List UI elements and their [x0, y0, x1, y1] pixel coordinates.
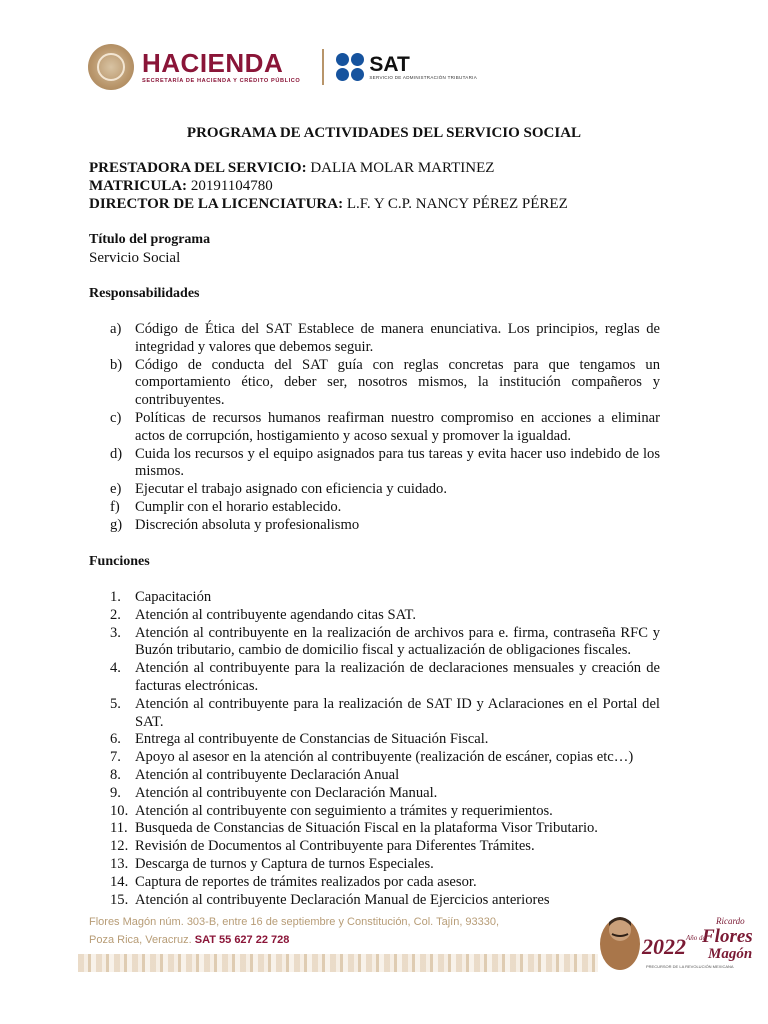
document-title: PROGRAMA DE ACTIVIDADES DEL SERVICIO SOCIAL: [186, 125, 582, 141]
funcion-item: [110, 767, 660, 785]
funcion-item-text: Capacitación: [135, 589, 212, 605]
funcion-item-marker: 2.: [110, 606, 121, 623]
badge-magon: Magón: [708, 946, 753, 962]
decorative-band: [78, 954, 598, 972]
responsabilidad-item-text: Discreción absoluta y profesionalismo: [135, 516, 360, 533]
badge-ricardo: Ricardo: [716, 916, 745, 926]
footer-line2: Poza Rica, Veracruz.: [89, 934, 192, 946]
responsabilidad-item: [110, 446, 660, 482]
funcion-item-marker: 7.: [110, 749, 121, 766]
responsabilidad-item-marker: d): [110, 445, 123, 462]
funcion-item-text: Captura de reportes de trámites realizados por cada asesor.: [135, 873, 477, 890]
funcion-item-marker: 5.: [110, 695, 121, 712]
responsabilidad-item: [110, 517, 660, 535]
footer-phone: SAT 55 627 22 728: [194, 934, 290, 946]
mexico-seal-icon: [88, 44, 134, 90]
funcion-item-marker: 8.: [110, 766, 121, 783]
funcion-item-text: Atención al contribuyente con Declaración Manual.: [135, 784, 438, 801]
hacienda-title: HACIENDA: [142, 48, 284, 78]
responsabilidad-item-marker: f): [110, 498, 120, 515]
funcion-item-text: Revisión de Documentos al Contribuyente para Diferentes Trámites.: [135, 838, 535, 855]
prestadora-value: DALIA MOLAR MARTINEZ: [310, 160, 495, 176]
director-value: L.F. Y C.P. NANCY PÉREZ PÉREZ: [346, 196, 568, 212]
funcion-item-marker: 3.: [110, 624, 121, 641]
sat-logo: [336, 53, 477, 81]
funcion-item-marker: 9.: [110, 784, 121, 801]
badge-year: 2022: [642, 934, 686, 959]
responsabilidad-item: [110, 321, 660, 357]
funcion-item-marker: 6.: [110, 731, 121, 748]
hacienda-logo: [142, 50, 300, 84]
header-logos: [88, 40, 477, 94]
funcion-item-marker: 1.: [110, 589, 121, 605]
funcion-item: [110, 820, 660, 838]
funcion-item-text: Atención al contribuyente Declaración Manual de Ejercicios anteriores: [135, 891, 550, 908]
funcion-item-marker: 4.: [110, 660, 121, 677]
funcion-item-marker: 15.: [110, 891, 129, 908]
badge-tagline: PRECURSOR DE LA REVOLUCIÓN MEXICANA: [646, 964, 734, 969]
funcion-item-text: Atención al contribuyente para la realización de SAT ID y Aclaraciones en el Portal del SAT.: [135, 695, 660, 730]
funcion-item: [110, 660, 660, 696]
funcion-item-marker: 10.: [110, 802, 129, 819]
responsabilidades-heading: Responsabilidades: [89, 286, 200, 301]
logo-divider: [322, 49, 324, 85]
funcion-item-text: Busqueda de Constancias de Situación Fiscal en la plataforma Visor Tributario.: [135, 820, 598, 837]
funcion-item: [110, 696, 660, 732]
funcion-item: [110, 749, 660, 767]
funcion-item-text: Atención al contribuyente para la realización de declaraciones mensuales y creación de facturas electrónicas.: [135, 660, 660, 694]
footer-address: [89, 913, 499, 949]
responsabilidad-item: [110, 481, 660, 499]
badge-ano-de: Año de: [686, 934, 706, 942]
responsabilidad-item-text: Código de Ética del SAT Establece de manera enunciativa. Los principios, reglas de integridad y valores que debemos seguir.: [135, 321, 660, 355]
responsabilidades-list: [110, 321, 660, 535]
responsabilidad-item-text: Ejecutar el trabajo asignado con eficiencia y cuidado.: [135, 481, 447, 498]
responsabilidad-item-text: Cumplir con el horario establecido.: [135, 498, 342, 515]
flores-magon-badge: [590, 910, 760, 972]
funciones-heading: Funciones: [89, 554, 150, 569]
funciones-list: [110, 589, 660, 909]
funcion-item-text: Apoyo al asesor en la atención al contribuyente (realización de escáner, copias etc…): [135, 749, 634, 766]
info-block: [89, 159, 568, 213]
matricula-label: MATRICULA:: [89, 178, 188, 194]
sat-word: SAT: [369, 52, 410, 76]
prestadora-label: PRESTADORA DEL SERVICIO:: [89, 160, 307, 176]
hacienda-subtitle: SECRETARÍA DE HACIENDA Y CRÉDITO PÚBLICO: [142, 78, 301, 84]
funcion-item-text: Atención al contribuyente con seguimiento a trámites y requerimientos.: [135, 802, 553, 819]
responsabilidad-item: [110, 499, 660, 517]
programa-value: Servicio Social: [89, 250, 181, 266]
responsabilidad-item: [110, 357, 660, 410]
funcion-item-text: Atención al contribuyente Declaración Anual: [135, 766, 400, 783]
matricula-value: 20191104780: [190, 178, 273, 194]
responsabilidad-item: [110, 410, 660, 446]
sat-subtitle: SERVICIO DE ADMINISTRACIÓN TRIBUTARIA: [369, 74, 477, 80]
responsabilidad-item-marker: g): [110, 516, 123, 533]
funcion-item-text: Descarga de turnos y Captura de turnos Especiales.: [135, 855, 434, 872]
responsabilidad-item-marker: a): [110, 321, 122, 337]
funcion-item: [110, 785, 660, 803]
funcion-item-marker: 11.: [110, 820, 128, 837]
programa-heading: Título del programa: [89, 232, 211, 247]
responsabilidad-item-text: Políticas de recursos humanos reafirman nuestro compromiso en acciones a eliminar actos de corrupción, hostigamiento y acoso sexual y promover la igualdad.: [135, 409, 660, 444]
funcion-item: [110, 589, 660, 607]
funcion-item-text: Atención al contribuyente agendando citas SAT.: [135, 606, 416, 623]
funcion-item: [110, 892, 660, 910]
funcion-item: [110, 731, 660, 749]
responsabilidad-item-text: Cuida los recursos y el equipo asignados para tus tareas y evita hacer uso indebido de los mismos.: [135, 445, 660, 480]
responsabilidad-item-marker: b): [110, 356, 123, 373]
funcion-item-text: Atención al contribuyente en la realización de archivos para e. firma, contraseña RFC y Buzón tributario, cambio de domicilio fiscal y actualización de obligaciones fiscales.: [135, 624, 660, 659]
funcion-item: [110, 838, 660, 856]
footer-line1: Flores Magón núm. 303-B, entre 16 de septiembre y Constitución, Col. Tajín, 93330,: [89, 916, 500, 928]
funcion-item: [110, 874, 660, 892]
badge-flores: Flores: [702, 926, 753, 947]
responsabilidad-item-marker: e): [110, 481, 122, 498]
director-label: DIRECTOR DE LA LICENCIATURA:: [89, 196, 344, 212]
sat-dots-icon: [336, 53, 364, 81]
funcion-item-text: Entrega al contribuyente de Constancias de Situación Fiscal.: [135, 731, 489, 748]
funcion-item-marker: 12.: [110, 838, 129, 855]
funcion-item: [110, 803, 660, 821]
responsabilidad-item-marker: c): [110, 409, 122, 426]
funcion-item-marker: 14.: [110, 873, 129, 890]
funcion-item-marker: 13.: [110, 855, 129, 872]
funcion-item: [110, 856, 660, 874]
responsabilidad-item-text: Código de conducta del SAT guía con reglas concretas para que tengamos un comportamiento ético, deber ser, nosotros mismos, la institución compañeros y contribuyentes.: [135, 356, 660, 409]
funcion-item: [110, 607, 660, 625]
funcion-item: [110, 625, 660, 661]
